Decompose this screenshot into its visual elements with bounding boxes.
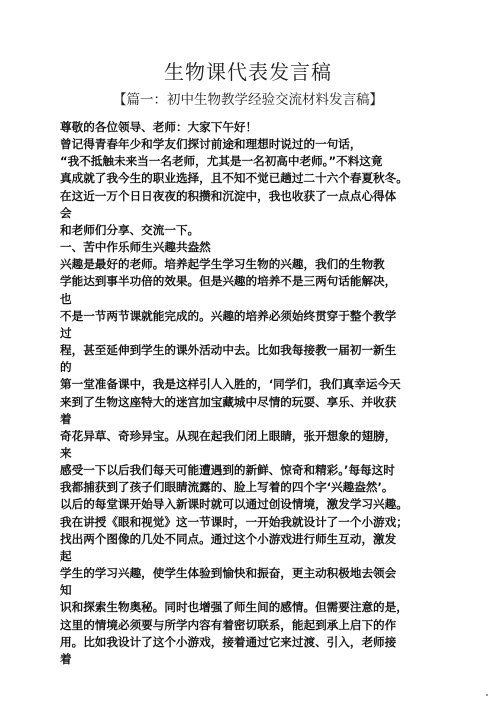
- text-line: 和老师们分享、交流一下。: [60, 222, 200, 237]
- page-title: 生物课代表发言稿: [164, 60, 332, 84]
- text-line: 感受一下以后我们每天可能遭遇到的新鲜、惊奇和精彩。’每每这时: [60, 463, 395, 478]
- text-line: 这里的情境必须要与所学内容有着密切联系，能起到承上启下的作: [60, 617, 397, 632]
- text-line: 着: [60, 411, 72, 426]
- text-line: 找出两个图像的几处不同点。通过这个小游戏进行师生互动，激发: [60, 531, 397, 546]
- text-line: 的: [60, 360, 72, 375]
- text-line: 曾记得青春年少和学友们探讨前途和理想时说过的一句话，: [60, 137, 362, 152]
- text-line: 学能达到事半功倍的效果。但是兴趣的培养不是三两句话能解决，: [60, 274, 397, 289]
- text-line: 学生的学习兴趣，使学生体验到愉快和振奋，更主动积极地去领会: [60, 566, 397, 581]
- page-corner-mark: [486, 694, 488, 696]
- text-line: 过: [60, 325, 72, 340]
- text-line: 第一堂准备课中，我是这样引人入胜的，‘同学们，我们真幸运今天: [60, 377, 401, 392]
- text-line: 不是一节两节课就能完成的。兴趣的培养必须始终贯穿于整个教学: [60, 308, 397, 323]
- text-line: 兴趣是最好的老师。培养起学生学习生物的兴趣，我们的生物教: [60, 257, 385, 272]
- text-line: 起: [60, 548, 72, 563]
- text-line: “我不抵触未来当一名老师，尤其是一名初高中老师。”不料这竟: [60, 154, 383, 169]
- text-line: 以后的每堂课开始导入新课时就可以通过创设情境，激发学习兴趣。: [60, 497, 408, 512]
- text-line: 尊敬的各位领导、老师：大家下午好！: [60, 120, 258, 134]
- text-line: 奇花异草、奇珍异宝。从现在起我们闭上眼睛，张开想象的翅膀，: [60, 428, 397, 443]
- text-line: 我在讲授《眼和视觉》这一节课时，一开始我就设计了一个小游戏；: [60, 514, 408, 529]
- text-line: 也: [60, 291, 72, 306]
- body-text: [60, 119, 480, 668]
- page-subtitle: 【篇一：初中生物教学经验交流材料发言稿】: [113, 92, 383, 108]
- text-line: 在这近一万个日日夜夜的积攒和沉淀中，我也收获了一点点心得体: [60, 188, 397, 203]
- text-line: 程，甚至延伸到学生的课外活动中去。比如我每接教一届初一新生: [60, 343, 397, 358]
- text-line: 来到了生物这座特大的迷宫加宝藏城中尽情的玩耍、享乐、并收获: [60, 394, 397, 409]
- text-line: 来: [60, 445, 72, 460]
- section-heading: 一、苦中作乐师生兴趣共盎然: [60, 240, 211, 255]
- text-line: 会: [60, 205, 72, 220]
- text-line: 识和探索生物奥秘。同时也增强了师生间的感情。但需要注意的是，: [60, 600, 408, 615]
- text-line: 真成就了我今生的职业选择，且不知不觉已趟过二十六个春夏秋冬。: [60, 171, 408, 186]
- text-line: 我都捕获到了孩子们眼睛流露的、脸上写着的四个字‘兴趣盎然’。: [60, 480, 394, 495]
- text-line: 用。比如我设计了这个小游戏，接着通过它来过渡、引入，老师接: [60, 634, 397, 649]
- text-line: 着: [60, 651, 72, 666]
- text-line: 知: [60, 583, 72, 598]
